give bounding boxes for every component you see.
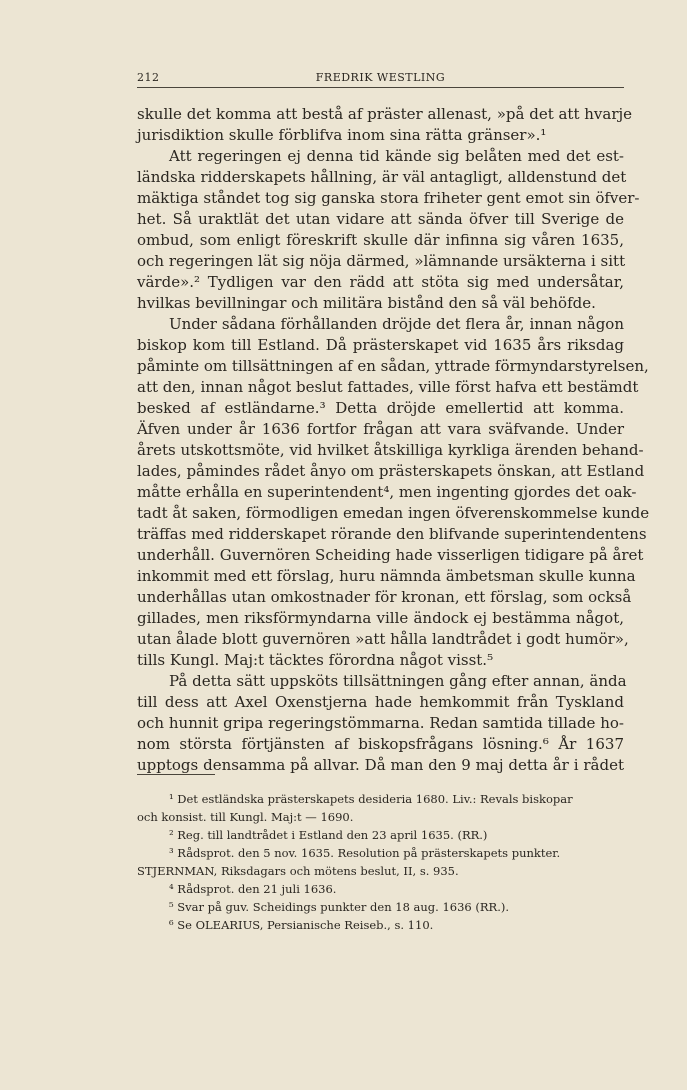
footnote-line: ¹ Det estländska prästerskapets desideria 1680. Liv.: Revals biskopar	[169, 792, 573, 806]
text-line: jurisdiktion skulle förblifva inom sina rätta gränser».¹	[137, 126, 547, 144]
text-line: träffas med ridderskapet rörande den blifvande superintendentens	[137, 525, 647, 543]
text-line: Under sådana förhållanden dröjde det flera år, innan någon	[169, 315, 624, 333]
footnote-line: ⁶ Se OLEARIUS, Persianische Reiseb., s. 110.	[169, 918, 434, 932]
text-line: gillades, men riksförmyndarna ville ändock ej bestämma något,	[137, 609, 624, 627]
text-line: inkommit med ett förslag, huru nämnda ämbetsman skulle kunna	[137, 567, 636, 585]
text-line: mäktiga ståndet tog sig ganska stora friheter gent emot sin öfver-	[137, 189, 640, 207]
text-line: upptogs densamma på allvar. Då man den 9 maj detta år i rådet	[137, 756, 624, 774]
text-line: utan ålade blott guvernören »att hålla landtrådet i godt humör»,	[137, 630, 629, 648]
text-line: till dess att Axel Oxenstjerna hade hemkommit från Tyskland	[137, 693, 624, 711]
text-line: ländska ridderskapets hållning, är väl antagligt, alldenstund det	[137, 168, 627, 186]
text-line: underhållas utan omkostnader för kronan, ett förslag, som också	[137, 588, 632, 606]
running-title: FREDRIK WESTLING	[315, 71, 446, 84]
page-number: 212	[137, 71, 160, 84]
text-line: måtte erhålla en superintendent⁴, men ingenting gjordes det oak-	[137, 483, 637, 501]
footnote-line: och konsist. till Kungl. Maj:t — 1690.	[137, 810, 354, 824]
footnote-line: ³ Rådsprot. den 5 nov. 1635. Resolution på prästerskapets punkter.	[169, 846, 561, 860]
text-line: tills Kungl. Maj:t täcktes förordna något visst.⁵	[137, 651, 494, 669]
text-line: skulle det komma att bestå af präster allenast, »på det att hvarje	[137, 105, 633, 123]
text-line: Äfven under år 1636 fortfor frågan att vara sväfvande. Under	[137, 420, 624, 438]
text-line: att den, innan något beslut fattades, ville först hafva ett bestämdt	[137, 378, 639, 396]
text-line: underhåll. Guvernören Scheiding hade visserligen tidigare på året	[137, 546, 644, 564]
text-line: och regeringen lät sig nöja därmed, »lämnande ursäkterna i sitt	[137, 252, 626, 270]
text-line: biskop kom till Estland. Då prästerskapet vid 1635 års riksdag	[137, 336, 624, 354]
text-line: besked af estländarne.³ Detta dröjde emellertid att komma.	[137, 399, 624, 417]
footnote-line: ⁴ Rådsprot. den 21 juli 1636.	[169, 882, 337, 896]
text-line: ombud, som enligt föreskrift skulle där infinna sig våren 1635,	[137, 231, 624, 249]
text-line: het. Så uraktlät det utan vidare att sända öfver till Sverige de	[137, 210, 624, 228]
text-line: tadt åt saken, förmodligen emedan ingen öfverenskommelse kunde	[137, 504, 650, 522]
text-line: hvilkas bevillningar och militära bistånd den så väl behöfde.	[137, 294, 596, 312]
text-line: påminte om tillsättningen af en sådan, yttrade förmyndarstyrelsen,	[137, 357, 649, 375]
text-line: och hunnit gripa regeringstömmarna. Redan samtida tillade ho-	[137, 714, 624, 732]
running-header	[137, 70, 624, 88]
body-text	[137, 104, 650, 776]
text-line: nom största förtjänsten af biskopsfrågans lösning.⁶ År 1637	[137, 735, 624, 753]
footnote-line: ⁵ Svar på guv. Scheidings punkter den 18 aug. 1636 (RR.).	[169, 900, 510, 914]
text-line: värde».² Tydligen var den rädd att stöta sig med undersåtar,	[137, 273, 624, 291]
text-line: På detta sätt uppsköts tillsättningen gång efter annan, ända	[169, 672, 627, 690]
footnote-line: ² Reg. till landtrådet i Estland den 23 april 1635. (RR.)	[169, 828, 488, 842]
text-line: lades, påmindes rådet ånyo om prästerskapets önskan, att Estland	[137, 462, 645, 480]
text-line: Att regeringen ej denna tid kände sig belåten med det est-	[169, 147, 624, 165]
footnotes	[137, 790, 624, 934]
footnote-separator	[137, 774, 215, 775]
text-line: årets utskottsmöte, vid hvilket åtskilliga kyrkliga ärenden behand-	[137, 441, 644, 459]
footnote-line: STJERNMAN, Riksdagars och mötens beslut, II, s. 935.	[137, 864, 459, 878]
